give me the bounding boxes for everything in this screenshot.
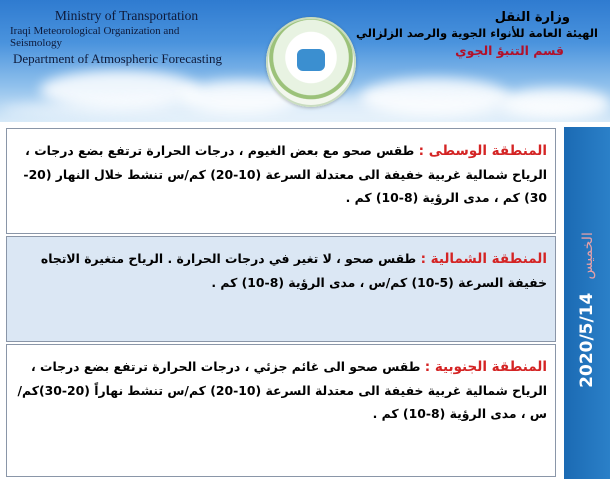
region-forecast-text: طقس صحو مع بعض الغيوم ، درجات الحرارة ترتفع بضع درجات ، الرياح شمالية غربية خفيفة الى معتدلة السرعة (10-20) كم/س تنشط خلال النهار (20-30) كم ، مدى الرؤية (8-10) كم . (23, 143, 547, 205)
region-name: المنطقة الشمالية : (420, 251, 547, 267)
region-northern (6, 236, 556, 342)
org-name-arabic (356, 10, 598, 58)
region-central (6, 128, 556, 234)
region-name: المنطقة الجنوبية : (424, 359, 547, 375)
organization-title-ar: الهيئة العامة للأنواء الجوية والرصد الزلزالي (356, 26, 598, 41)
region-southern (6, 344, 556, 477)
logo-emblem (297, 49, 325, 71)
region-name: المنطقة الوسطى : (418, 143, 547, 159)
date-panel (564, 127, 610, 479)
ministry-title-en: Ministry of Transportation (54, 8, 199, 23)
organization-title-en: Iraqi Meteorological Organization and Seismology (10, 24, 180, 50)
department-title-en: Department of Atmospheric Forecasting (12, 50, 223, 66)
organization-logo-icon (266, 17, 356, 107)
header-banner (0, 0, 610, 122)
forecast-date: 2020/5/14 (577, 292, 597, 388)
ministry-title-ar: وزارة النقل (494, 10, 570, 25)
region-forecast-text: طقس صحو الى غائم جزئي ، درجات الحرارة ترتفع بضع درجات ، الرياح شمالية غربية خفيفة الى معتدلة السرعة (10-20) كم/س تنشط نهاراً (20-30)كم/س ، مدى الرؤية (8-10) كم . (17, 359, 547, 421)
day-name: الخميس (580, 232, 596, 280)
org-name-english (10, 8, 225, 67)
date-label (577, 232, 597, 388)
department-title-ar: قسم التنبؤ الجوي (455, 42, 564, 58)
region-forecast-text: طقس صحو ، لا تغير في درجات الحرارة . الرياح متغيرة الاتجاه خفيفة السرعة (5-10) كم/س ، مدى الرؤية (8-10) كم . (40, 251, 547, 290)
